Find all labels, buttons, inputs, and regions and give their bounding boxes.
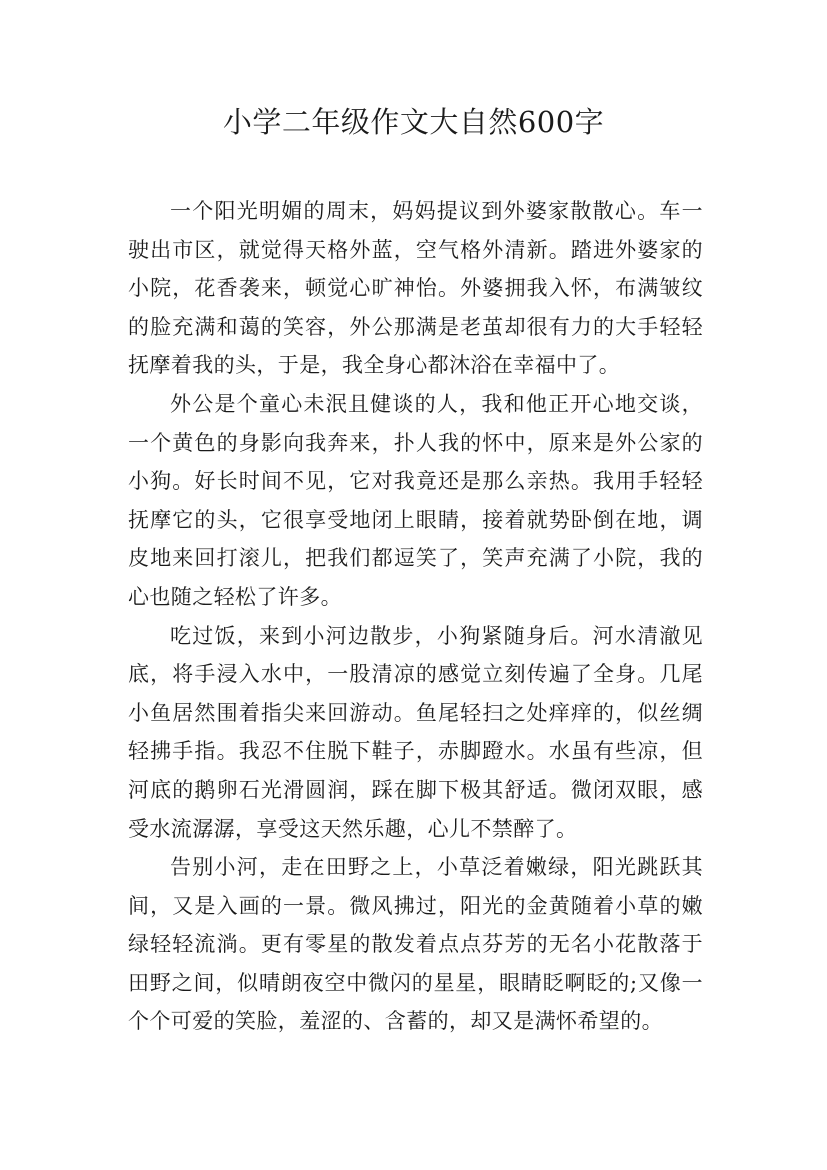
document-body [128,192,703,1041]
paragraph-4: 告别小河，走在田野之上，小草泛着嫩绿，阳光跳跃其间，又是入画的一景。微风拂过，阳光的金黄随着小草的嫩绿轻轻流淌。更有零星的散发着点点芬芳的无名小花散落于田野之间，似晴朗夜空中微闪的星星，眼睛眨啊眨的;又像一个个可爱的笑脸，羞涩的、含蓄的，却又是满怀希望的。 [128,855,703,1034]
paragraph-3: 吃过饭，来到小河边散步，小狗紧随身后。河水清澈见底，将手浸入水中，一股清凉的感觉立刻传遍了全身。几尾小鱼居然围着指尖来回游动。鱼尾轻扫之处痒痒的，似丝绸轻拂手指。我忍不住脱下鞋子，赤脚蹬水。水虽有些凉，但河底的鹅卵石光滑圆润，踩在脚下极其舒适。微闭双眼，感受水流潺潺，享受这天然乐趣，心儿不禁醉了。 [128,623,703,841]
paragraph-1: 一个阳光明媚的周末，妈妈提议到外婆家散散心。车一驶出市区，就觉得天格外蓝，空气格外清新。踏进外婆家的小院，花香袭来，顿觉心旷神怡。外婆拥我入怀，布满皱纹的脸充满和蔼的笑容，外公那满是老茧却很有力的大手轻轻抚摩着我的头，于是，我全身心都沐浴在幸福中了。 [128,199,703,378]
paragraph-2: 外公是个童心未泯且健谈的人，我和他正开心地交谈，一个黄色的身影向我奔来，扑人我的怀中，原来是外公家的小狗。好长时间不见，它对我竟还是那么亲热。我用手轻轻抚摩它的头，它很享受地闭上眼睛，接着就势卧倒在地，调皮地来回打滚儿，把我们都逗笑了，笑声充满了小院，我的心也随之轻松了许多。 [128,391,703,609]
document-title: 小学二年级作文大自然600字 [222,105,605,139]
